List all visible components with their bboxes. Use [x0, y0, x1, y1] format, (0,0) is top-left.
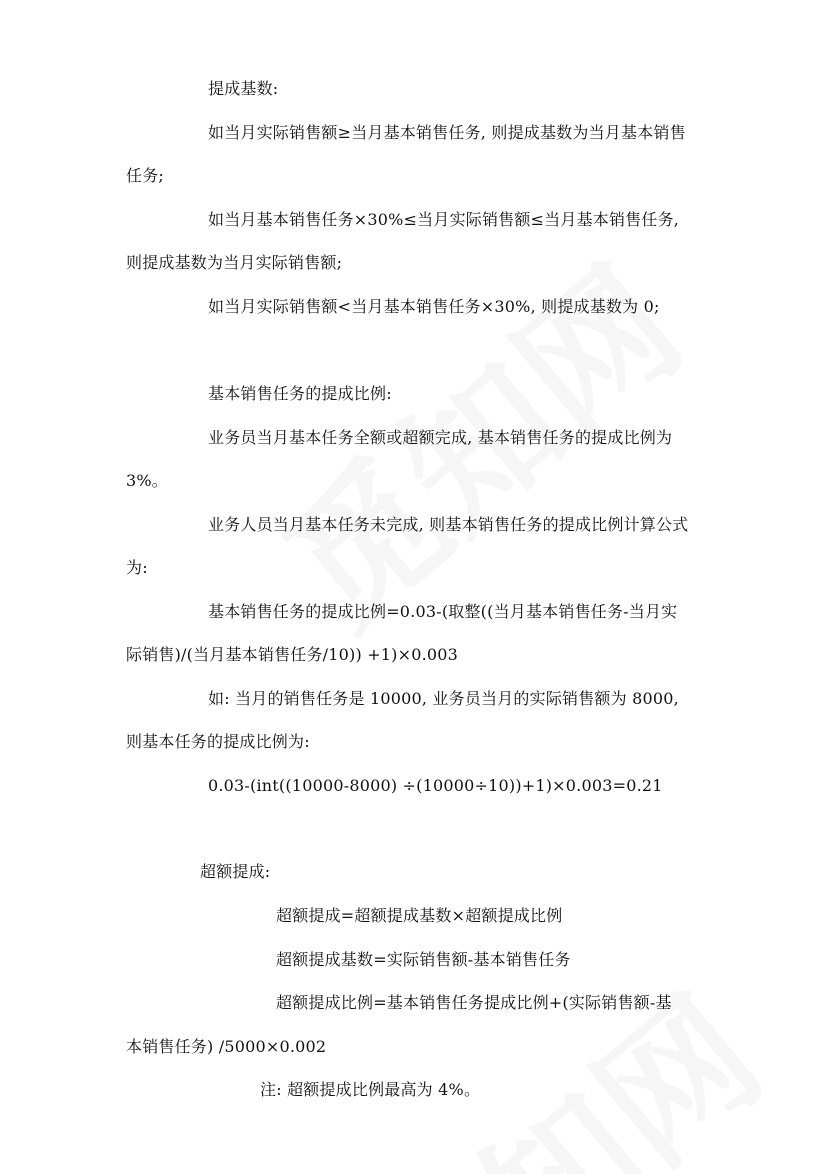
formula-line: 超额提成基数=实际销售额-基本销售任务: [276, 950, 571, 969]
formula-line: 际销售)/(当月基本销售任务/10)) +1)×0.003: [126, 645, 459, 664]
formula-line: 超额提成=超额提成基数×超额提成比例: [276, 906, 563, 925]
paragraph-line: 如当月实际销售额≥当月基本销售任务, 则提成基数为当月基本销售: [208, 123, 686, 142]
paragraph-line: 任务;: [126, 166, 164, 185]
formula-example: 0.03-(int((10000-8000) ÷(10000÷10))+1)×0.003=0.21: [208, 776, 663, 795]
paragraph-line: 业务员当月基本任务全额或超额完成, 基本销售任务的提成比例为: [208, 428, 673, 447]
formula-line: 基本销售任务的提成比例=0.03-(取整((当月基本销售任务-当月实: [208, 602, 678, 621]
paragraph-line: 如: 当月的销售任务是 10000, 业务员当月的实际销售额为 8000,: [208, 689, 679, 708]
formula-line: 本销售任务) /5000×0.002: [126, 1037, 327, 1056]
paragraph-line: 3%。: [126, 471, 168, 490]
paragraph-line: 如当月实际销售额<当月基本销售任务×30%, 则提成基数为 0;: [208, 297, 660, 316]
paragraph-line: 为:: [126, 558, 148, 577]
note-line: 注: 超额提成比例最高为 4%。: [260, 1080, 481, 1099]
watermark: [313, 941, 797, 1174]
paragraph-line: 业务人员当月基本任务未完成, 则基本销售任务的提成比例计算公式: [208, 515, 689, 534]
heading-excess-commission: 超额提成:: [200, 862, 271, 881]
heading-base-task-ratio: 基本销售任务的提成比例:: [208, 384, 392, 403]
heading-commission-base: 提成基数:: [208, 79, 279, 98]
paragraph-line: 如当月基本销售任务×30%≤当月实际销售额≤当月基本销售任务,: [208, 210, 680, 229]
paragraph-line: 则基本任务的提成比例为:: [126, 732, 310, 751]
formula-line: 超额提成比例=基本销售任务提成比例+(实际销售额-基: [276, 993, 672, 1012]
paragraph-line: 则提成基数为当月实际销售额;: [126, 253, 343, 272]
